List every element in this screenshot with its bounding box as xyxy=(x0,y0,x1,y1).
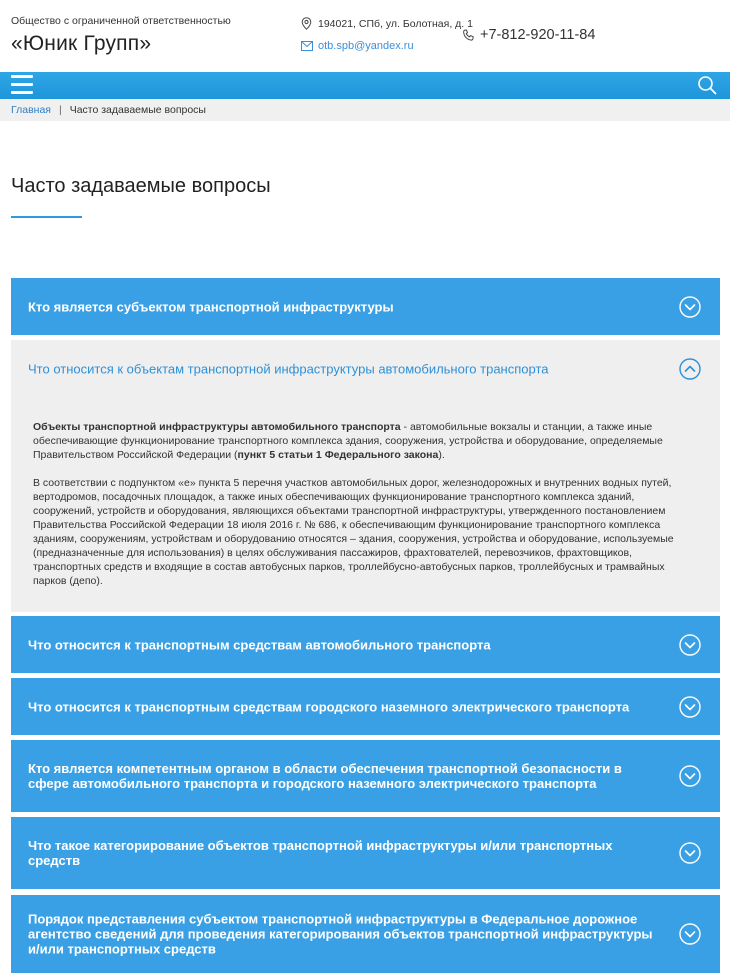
envelope-icon xyxy=(300,39,313,52)
title-underline xyxy=(11,216,82,218)
nav-bar xyxy=(0,72,730,99)
faq-question: Что такое категорирование объектов транспортной инфраструктуры и/или транспортных средств xyxy=(28,838,613,868)
breadcrumb-home-link[interactable]: Главная xyxy=(11,104,51,116)
breadcrumb-separator: | xyxy=(58,104,62,116)
site-header xyxy=(0,0,730,72)
answer-text: - автомобильные вокзалы и станции, а также иные обеспечивающие функционирование транспортного комплекса здания, сооружения, устройства и оборудование, определяемые Правительством Российской Федерации ( xyxy=(33,421,663,461)
faq-answer xyxy=(11,398,720,612)
breadcrumb-current: Часто задаваемые вопросы xyxy=(69,104,206,116)
search-icon[interactable] xyxy=(697,75,717,95)
email-link[interactable] xyxy=(300,39,414,52)
phone-icon xyxy=(462,29,475,42)
faq-item-3[interactable] xyxy=(11,616,720,673)
page-title: Часто задаваемые вопросы xyxy=(11,175,271,197)
email-text[interactable]: otb.spb@yandex.ru xyxy=(318,39,414,52)
phone-link[interactable] xyxy=(462,27,595,43)
answer-text-end: ). xyxy=(438,449,445,461)
answer-paragraph-2: В соответствии с подпунктом «е» пункта 5 перечня участков автомобильных дорог, железнодорожных и внутренних водных путей, вертодромов, посадочных площадок, а также иных обеспечивающих функционирование транспортного комплекса зданий, сооружений, устройств и оборудования, являющихся объектами транспортной инфраструктуры, утвержденного постановлением Правительства Российской Федерации 18 июля 2016 г. № 686, к обеспечивающим функционирование транспортного комплекса зданиям, сооружениям, устройствам и оборудованию относятся – здания, сооружения, устройства и оборудование, используемые (предназначенные для использования) в целях обслуживания пассажиров, фрахтователей, перевозчиков, фрахтовщиков, транспортных средств и входящие в состав автобусных парков, троллейбусно-автобусных парков, троллейбусных и трамвайных парков (депо). xyxy=(33,477,674,587)
faq-item-5[interactable] xyxy=(11,740,720,812)
faq-item-7[interactable] xyxy=(11,895,720,973)
company-name[interactable]: «Юник Групп» xyxy=(11,32,152,55)
faq-item-6[interactable] xyxy=(11,817,720,889)
chevron-down-icon[interactable] xyxy=(679,696,701,718)
chevron-down-icon[interactable] xyxy=(679,765,701,787)
faq-item-2[interactable] xyxy=(11,340,720,398)
answer-paragraph-1 xyxy=(33,420,698,462)
faq-question: Что относится к транспортным средствам городского наземного электрического транспорта xyxy=(28,699,630,714)
address xyxy=(300,17,473,30)
faq-question: Кто является компетентным органом в области обеспечения транспортной безопасности в сфере автомобильного транспорта и городского наземного электрического транспорта xyxy=(28,761,622,791)
faq-item-1[interactable] xyxy=(11,278,720,335)
faq-question: Порядок представления субъектом транспортной инфраструктуры в Федеральное дорожное агентство сведений для проведения категорирования объектов транспортной инфраструктуры и/или транспортных средств xyxy=(28,911,653,957)
chevron-up-icon[interactable] xyxy=(679,358,701,380)
faq-item-4[interactable] xyxy=(11,678,720,735)
phone-text[interactable]: +7-812-920-11-84 xyxy=(480,27,596,43)
chevron-down-icon[interactable] xyxy=(679,634,701,656)
faq-question: Что относится к объектам транспортной инфраструктуры автомобильного транспорта xyxy=(28,361,549,377)
answer-term: Объекты транспортной инфраструктуры автомобильного транспорта xyxy=(33,421,401,433)
chevron-down-icon[interactable] xyxy=(679,842,701,864)
company-type: Общество с ограниченной ответственностью xyxy=(11,15,231,27)
breadcrumb xyxy=(0,99,730,121)
hamburger-icon[interactable] xyxy=(11,74,33,96)
faq-question: Что относится к транспортным средствам автомобильного транспорта xyxy=(28,637,491,652)
address-text: 194021, СПб, ул. Болотная, д. 1 xyxy=(318,17,473,30)
answer-law-reference: пункт 5 статьи 1 Федерального закона xyxy=(237,449,439,461)
chevron-down-icon[interactable] xyxy=(679,923,701,945)
chevron-down-icon[interactable] xyxy=(679,296,701,318)
map-pin-icon xyxy=(300,17,313,30)
faq-question: Кто является субъектом транспортной инфраструктуры xyxy=(28,299,394,314)
